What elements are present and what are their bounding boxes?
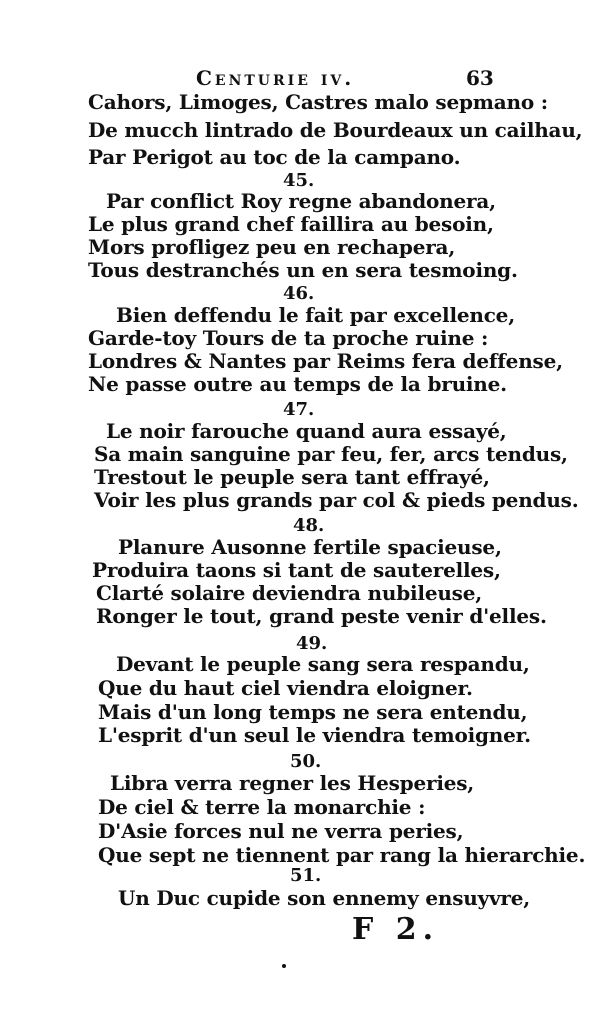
signature-mark: F 2.: [352, 912, 440, 947]
quatrain-number: 48.: [293, 515, 325, 536]
verse-line: Mors profligez peu en rechapera,: [88, 235, 456, 259]
verse-line: Par Perigot au toc de la campano.: [88, 145, 461, 169]
verse-line: Produira taons si tant de sauterelles,: [92, 558, 501, 582]
verse-line: Garde-toy Tours de ta proche ruine :: [88, 326, 489, 350]
verse-line: Cahors, Limoges, Castres malo sepmano :: [88, 90, 548, 114]
verse-line: Que du haut ciel viendra eloigner.: [98, 676, 473, 700]
verse-line: Devant le peuple sang sera respandu,: [116, 652, 530, 676]
ink-dot: [282, 964, 286, 968]
quatrain-number: 50.: [290, 751, 322, 772]
verse-line: Sa main sanguine par feu, fer, arcs tendus,: [94, 442, 568, 466]
verse-line: Clarté solaire deviendra nubileuse,: [96, 581, 483, 605]
verse-line: Un Duc cupide son ennemy ensuyvre,: [118, 886, 531, 910]
verse-line: Tous destranchés un en sera tesmoing.: [88, 258, 518, 282]
verse-line: Ronger le tout, grand peste venir d'elles.: [96, 604, 547, 628]
quatrain-number: 45.: [283, 170, 315, 191]
verse-line: Planure Ausonne fertile spacieuse,: [118, 535, 502, 559]
verse-line: Le plus grand chef faillira au besoin,: [88, 212, 494, 236]
verse-line: Par conflict Roy regne abandonera,: [106, 189, 496, 213]
verse-line: D'Asie forces nul ne verra peries,: [98, 819, 464, 843]
verse-line: Libra verra regner les Hesperies,: [110, 771, 475, 795]
verse-line: Que sept ne tiennent par rang la hierarchie.: [98, 843, 586, 867]
verse-line: Bien deffendu le fait par excellence,: [116, 303, 515, 327]
verse-line: Trestout le peuple sera tant effrayé,: [94, 465, 490, 489]
verse-line: De ciel & terre la monarchie :: [98, 795, 426, 819]
verse-line: Voir les plus grands par col & pieds pendus.: [94, 488, 579, 512]
quatrain-number: 46.: [283, 283, 315, 304]
page-number: 63: [466, 66, 494, 90]
quatrain-number: 47.: [283, 399, 315, 420]
verse-line: L'esprit d'un seul le viendra temoigner.: [98, 723, 531, 747]
verse-line: Ne passe outre au temps de la bruine.: [88, 372, 507, 396]
verse-line: Londres & Nantes par Reims fera deffense,: [88, 349, 563, 373]
running-title: Centurie iv.: [196, 66, 355, 90]
quatrain-number: 49.: [296, 633, 328, 654]
verse-line: Mais d'un long temps ne sera entendu,: [98, 700, 528, 724]
verse-line: De mucch lintrado de Bourdeaux un cailhau,: [88, 118, 583, 142]
quatrain-number: 51.: [290, 865, 322, 886]
verse-line: Le noir farouche quand aura essayé,: [106, 419, 507, 443]
